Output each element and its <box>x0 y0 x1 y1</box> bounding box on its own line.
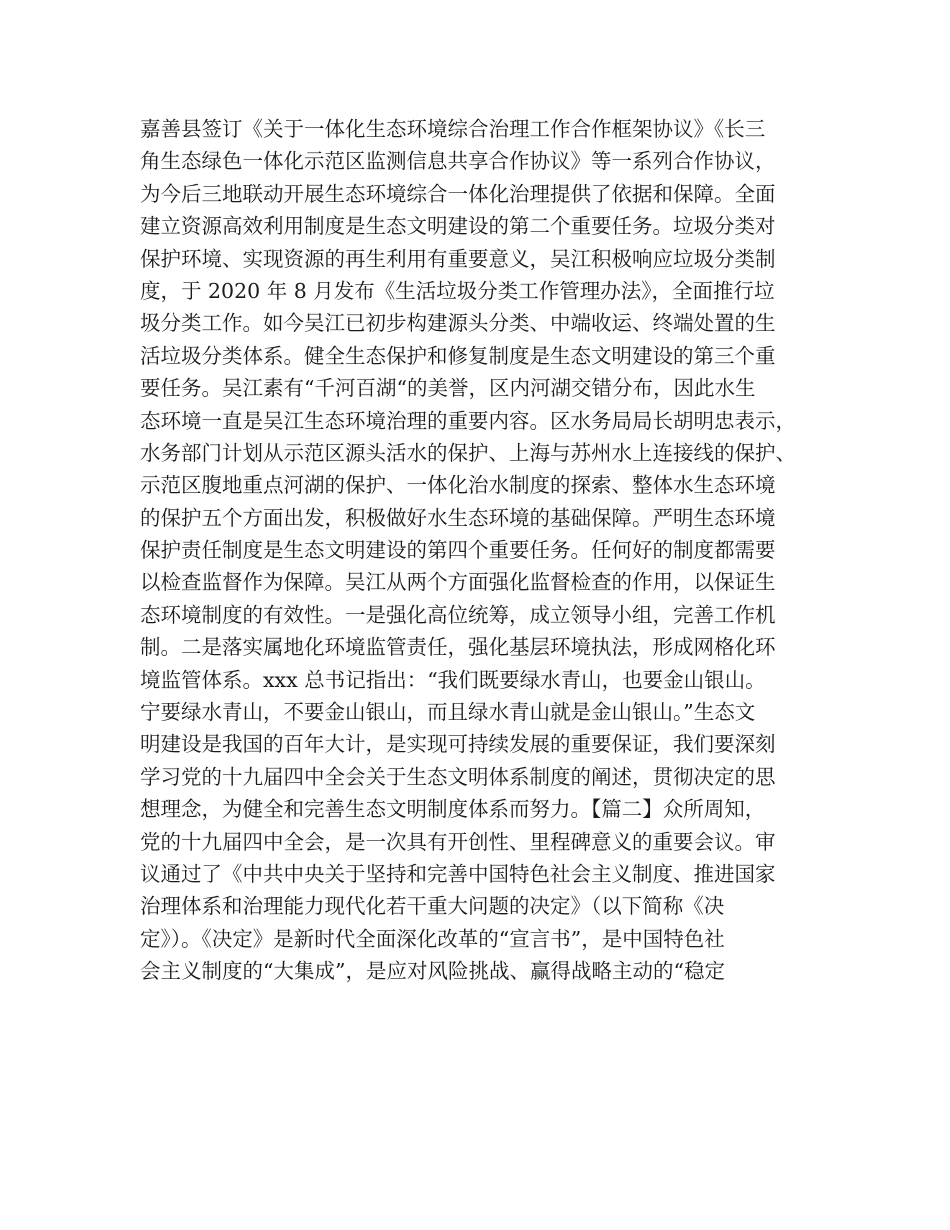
text-line: 制。二是落实属地化环境监管责任，强化基层环境执法，形成网格化环 <box>140 635 776 660</box>
text-line: 明建设是我国的百年大计，是实现可持续发展的重要保证，我们要深刻 <box>140 732 776 757</box>
text-line: 度，于 2020 年 8 月发布《生活垃圾分类工作管理办法》，全面推行垃 <box>140 278 775 303</box>
text-line: 示范区腹地重点河湖的保护、一体化治水制度的探索、整体水生态环境 <box>140 473 776 498</box>
text-line: 学习党的十九届四中全会关于生态文明体系制度的阐述，贯彻决定的思 <box>140 764 776 789</box>
text-line: 态环境制度的有效性。一是强化高位统筹，成立领导小组，完善工作机 <box>140 602 776 627</box>
text-line: 的保护五个方面出发，积极做好水生态环境的基础保障。严明生态环境 <box>140 505 776 530</box>
text-line: 活垃圾分类体系。健全生态保护和修复制度是生态文明建设的第三个重 <box>140 343 776 368</box>
text-line: 以检查监督作为保障。吴江从两个方面强化监督检查的作用，以保证生 <box>140 570 776 595</box>
text-line: 圾分类工作。如今吴江已初步构建源头分类、中端收运、终端处置的生 <box>140 311 776 336</box>
text-line: 建立资源高效利用制度是生态文明建设的第二个重要任务。垃圾分类对 <box>140 214 776 239</box>
text-line: 宁要绿水青山，不要金山银山，而且绿水青山就是金山银山。”生态文 <box>140 700 756 725</box>
body-text <box>140 113 840 988</box>
text-line: 要任务。吴江素有“千河百湖“的美誉，区内河湖交错分布，因此水生 <box>140 376 756 401</box>
text-line: 为今后三地联动开展生态环境综合一体化治理提供了依据和保障。全面 <box>140 181 776 206</box>
text-line: 角生态绿色一体化示范区监测信息共享合作协议》等一系列合作协议， <box>140 149 776 174</box>
text-line: 想理念，为健全和完善生态文明制度体系而努力。【篇二】众所周知， <box>140 797 766 822</box>
text-line: 治理体系和治理能力现代化若干重大问题的决定》（以下简称《决 <box>140 894 725 919</box>
text-line: 态环境一直是吴江生态环境治理的重要内容。区水务局局长胡明忠表示， <box>140 408 796 433</box>
text-line: 定》）。《决定》是新时代全面深化改革的“宣言书”，是中国特色社 <box>140 926 725 951</box>
text-line: 境监管体系。xxx 总书记指出：“我们既要绿水青山，也要金山银山。 <box>140 667 766 692</box>
text-line: 保护环境、实现资源的再生利用有重要意义，吴江积极响应垃圾分类制 <box>140 246 776 271</box>
text-line: 会主义制度的“大集成”，是应对风险挑战、赢得战略主动的“稳定 <box>140 959 725 984</box>
text-line: 党的十九届四中全会，是一次具有开创性、里程碑意义的重要会议。审 <box>140 829 776 854</box>
text-line: 议通过了《中共中央关于坚持和完善中国特色社会主义制度、推进国家 <box>140 861 776 886</box>
text-line: 保护责任制度是生态文明建设的第四个重要任务。任何好的制度都需要 <box>140 538 776 563</box>
text-line: 水务部门计划从示范区源头活水的保护、上海与苏州水上连接线的保护、 <box>140 440 796 465</box>
text-line: 嘉善县签订《关于一体化生态环境综合治理工作合作框架协议》《长三 <box>140 117 766 141</box>
